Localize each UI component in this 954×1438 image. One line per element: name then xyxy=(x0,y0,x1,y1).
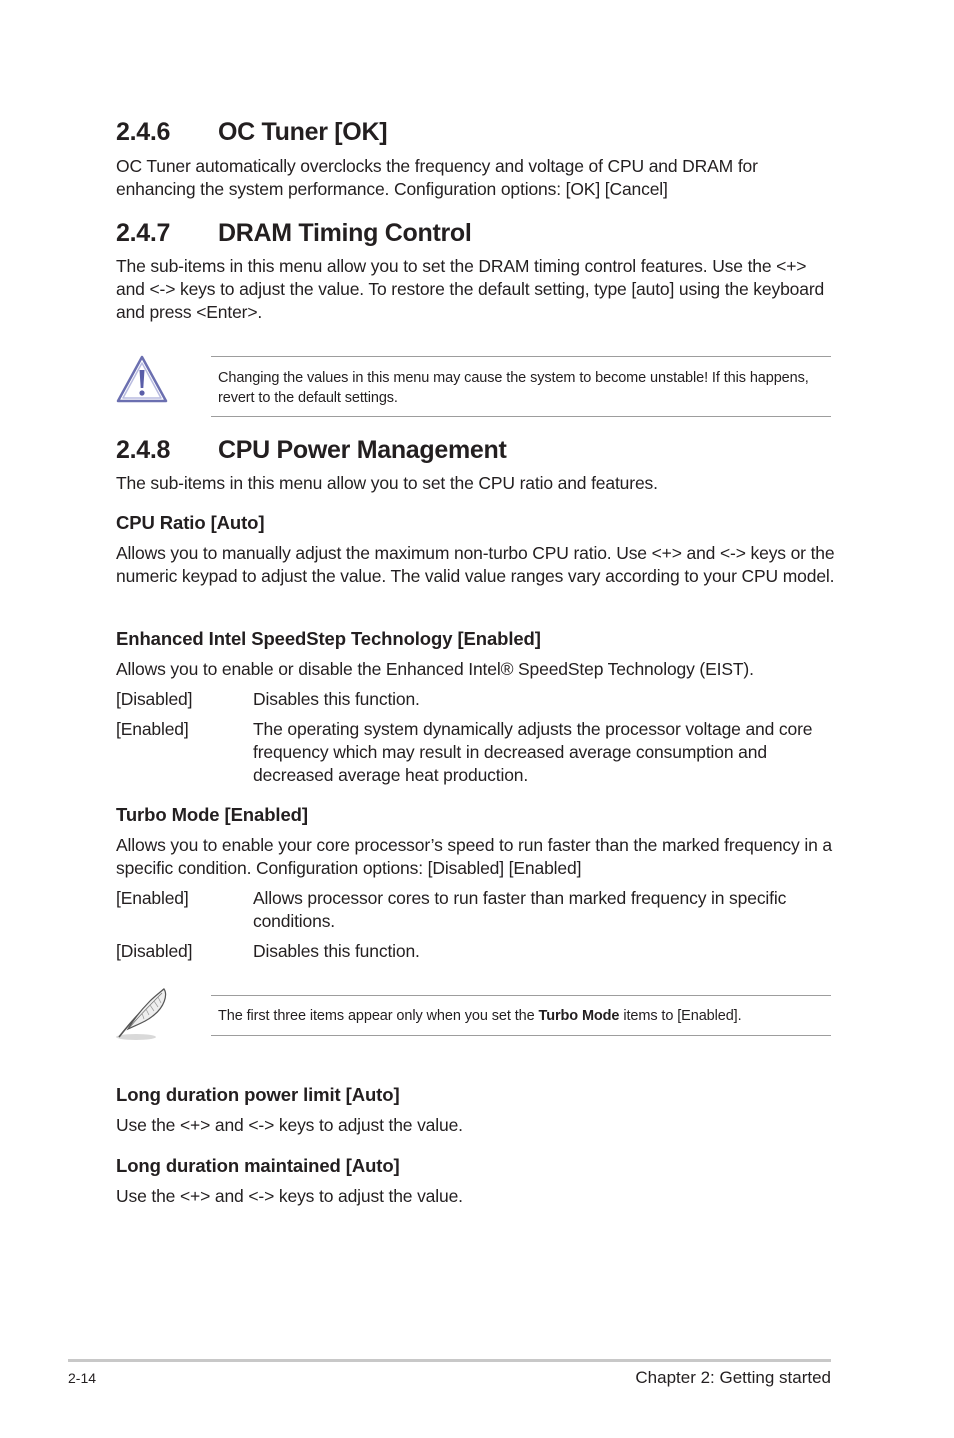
note-text-after: items to [Enabled]. xyxy=(619,1008,742,1024)
option-key: [Enabled] xyxy=(116,888,189,908)
section-number: 2.4.8 xyxy=(116,436,171,464)
note-top-rule xyxy=(211,995,831,996)
feather-pen-icon xyxy=(114,985,172,1043)
section-heading-cpu-power xyxy=(116,435,507,465)
option-description: Allows processor cores to run faster than marked frequency in specific conditions. xyxy=(253,888,787,931)
section-number: 2.4.6 xyxy=(116,118,171,146)
warning-top-rule xyxy=(211,356,831,357)
option-key: [Disabled] xyxy=(116,689,193,709)
eist-heading: Enhanced Intel SpeedStep Technology [Enabled] xyxy=(116,628,541,649)
option-description: Disables this function. xyxy=(253,689,420,709)
eist-description: Allows you to enable or disable the Enhanced Intel® SpeedStep Technology (EIST). xyxy=(116,659,754,679)
dram-timing-description: The sub-items in this menu allow you to set the DRAM timing control features. Use the <+> and <-> keys to adjust the value. To restore the default setting, type [auto] using the keyboard and press <Enter>. xyxy=(116,256,825,322)
option-key: [Enabled] xyxy=(116,719,189,739)
long-duration-power-description: Use the <+> and <-> keys to adjust the value. xyxy=(116,1115,463,1135)
section-heading-oc-tuner xyxy=(116,117,387,147)
warning-bottom-rule xyxy=(211,416,831,417)
section-title: DRAM Timing Control xyxy=(218,219,472,247)
chapter-title: Chapter 2: Getting started xyxy=(635,1368,831,1387)
cpu-ratio-description: Allows you to manually adjust the maximum non-turbo CPU ratio. Use <+> and <-> keys or the numeric keypad to adjust the value. The valid value ranges vary according to your CPU model. xyxy=(116,543,835,586)
note-text-before: The first three items appear only when you set the xyxy=(218,1008,539,1024)
section-title: CPU Power Management xyxy=(218,436,507,464)
long-duration-power-heading: Long duration power limit [Auto] xyxy=(116,1084,400,1105)
section-number: 2.4.7 xyxy=(116,219,171,247)
long-duration-maintained-heading: Long duration maintained [Auto] xyxy=(116,1155,400,1176)
option-description: Disables this function. xyxy=(253,941,420,961)
note-text xyxy=(218,1006,828,1026)
option-description: The operating system dynamically adjusts the processor voltage and core frequency which may result in decreased average consumption and decreased average heat production. xyxy=(253,719,813,785)
section-heading-dram-timing xyxy=(116,218,472,248)
section-title: OC Tuner [OK] xyxy=(218,118,388,146)
page-number: 2-14 xyxy=(68,1370,97,1386)
oc-tuner-description: OC Tuner automatically overclocks the frequency and voltage of CPU and DRAM for enhancing the system performance. Configuration options: [OK] [Cancel] xyxy=(116,156,758,199)
cpu-power-description: The sub-items in this menu allow you to set the CPU ratio and features. xyxy=(116,473,658,493)
option-key: [Disabled] xyxy=(116,941,193,961)
note-bottom-rule xyxy=(211,1035,831,1036)
warning-triangle-icon xyxy=(116,354,168,404)
turbo-mode-heading: Turbo Mode [Enabled] xyxy=(116,804,308,825)
long-duration-maintained-description: Use the <+> and <-> keys to adjust the value. xyxy=(116,1186,463,1206)
turbo-mode-description: Allows you to enable your core processor’s speed to run faster than the marked frequency in a specific condition. Configuration options: [Disabled] [Enabled] xyxy=(116,835,832,878)
footer-rule xyxy=(68,1359,831,1362)
cpu-ratio-heading: CPU Ratio [Auto] xyxy=(116,512,265,533)
warning-text: Changing the values in this menu may cause the system to become unstable! If this happens, revert to the default settings. xyxy=(218,370,809,406)
note-text-bold: Turbo Mode xyxy=(538,1008,620,1024)
